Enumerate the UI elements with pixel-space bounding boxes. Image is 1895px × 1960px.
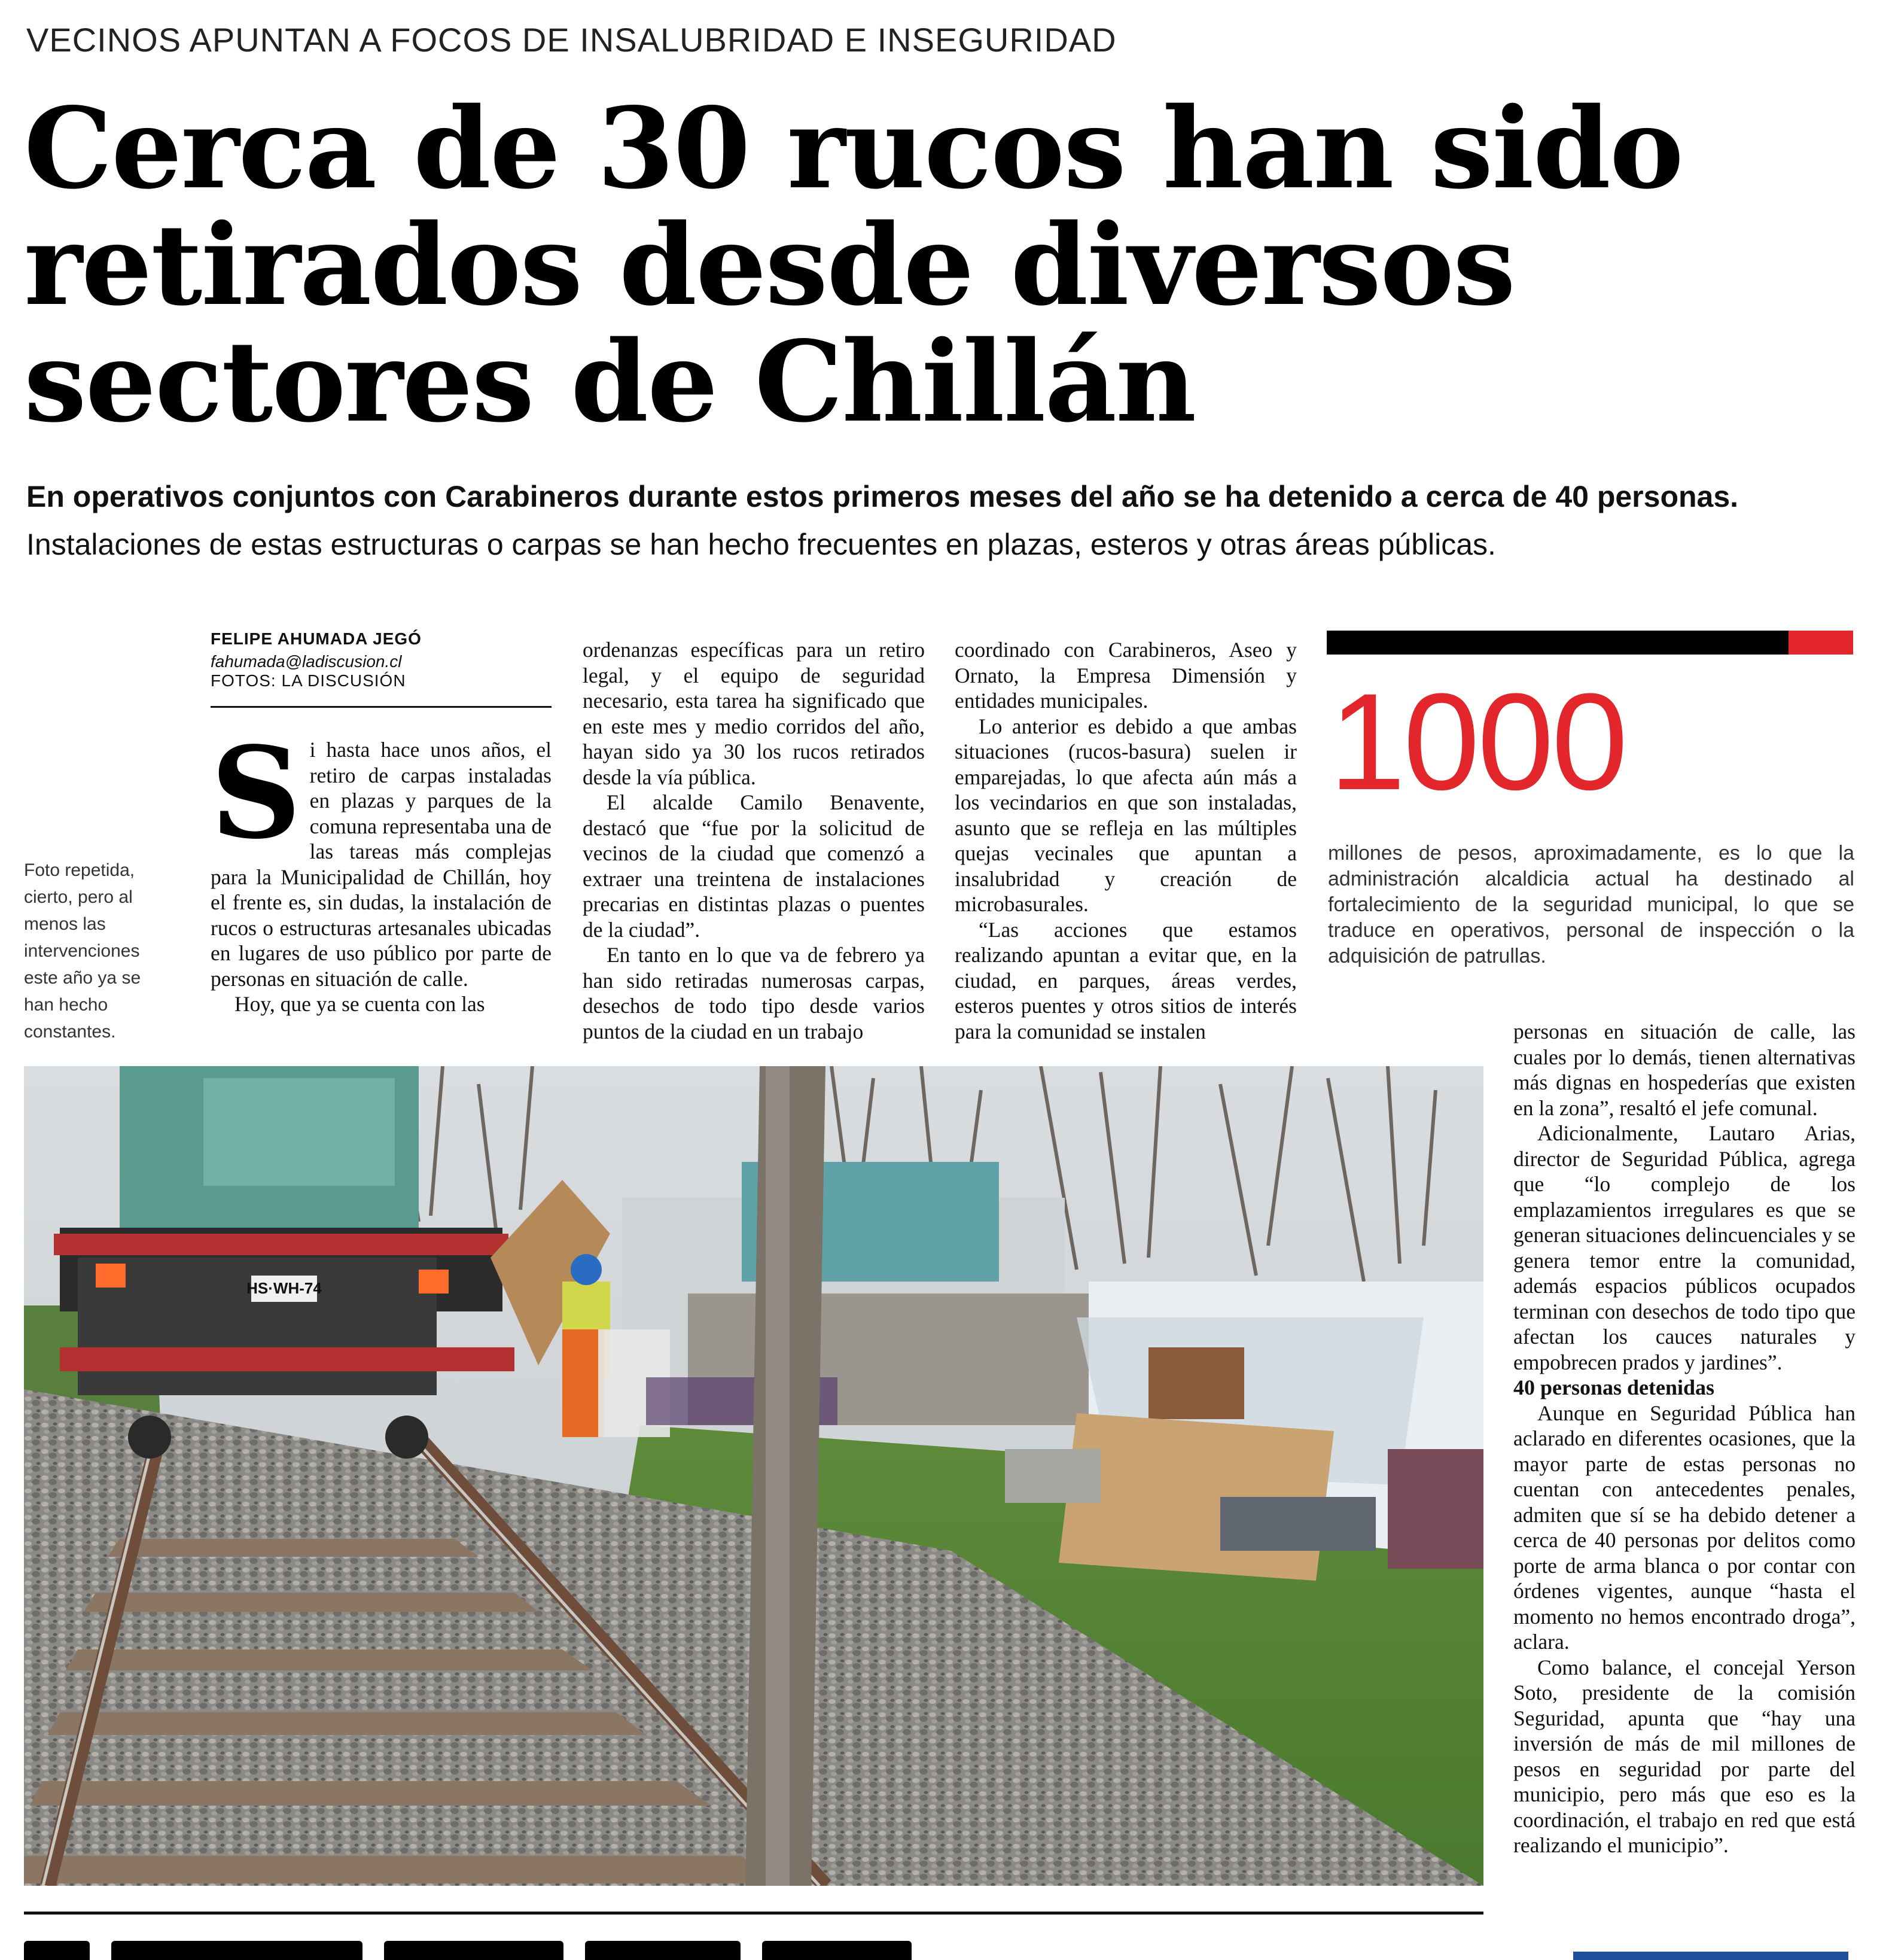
body-paragraph: personas en situación de calle, las cuales por lo demás, tienen alternativas más dignas en hospederías que existen en la zona”, resaltó el jefe comunal. (1513, 1019, 1856, 1120)
photo-caption: Foto repetida, cierto, pero al menos las intervenciones este año ya se han hecho constantes. (24, 860, 141, 1042)
body-paragraph: ordenanzas específicas para un retiro legal, y el equipo de seguridad necesario, esta tarea ha significado que en este mes y medio corridos del año, hayan sido ya 30 los rucos retirados desde la vía pública. (583, 638, 925, 789)
next-headline-cropped (24, 1931, 1460, 1960)
body-paragraph: Hoy, que ya se cuenta con las (234, 992, 485, 1016)
headline-line-1: Cerca de 30 rucos han sido (24, 83, 1683, 214)
cropped-glyph (111, 1941, 362, 1960)
body-column-3 (955, 637, 1297, 1044)
truck-plate: HS·WH-74 (246, 1279, 322, 1297)
cropped-glyph (24, 1941, 90, 1960)
stat-description: millones de pesos, aproximadamente, es lo que la administración alcaldicia actual ha destinado al fortalecimiento de la seguridad municipal, lo que se traduce en operativos, personal de inspección o la adquisición de patrullas. (1328, 842, 1854, 967)
kicker: VECINOS APUNTAN A FOCOS DE INSALUBRIDAD E INSEGURIDAD (26, 21, 1117, 59)
cropped-glyph (585, 1941, 741, 1960)
byline-email[interactable]: fahumada@ladiscusion.cl (211, 652, 402, 671)
body-paragraph: Como balance, el concejal Yerson Soto, presidente de la comisión Seguridad, apunta que “hay una inversión de más de mil millones de pesos en seguridad por parte del municipio, pero más que eso es la coordinación, el trabajo en red que está realizando el municipio”. (1513, 1655, 1856, 1857)
body-paragraph: coordinado con Carabineros, Aseo y Ornato, la Empresa Dimensión y entidades municipales. (955, 638, 1297, 713)
byline-photos-credit: FOTOS: LA DISCUSIÓN (211, 671, 406, 690)
stat-number: 1000 (1329, 665, 1626, 818)
headline-line-2: retirados desde diversos (24, 199, 1515, 330)
byline-author: FELIPE AHUMADA JEGÓ (211, 629, 422, 648)
news-photo (24, 1066, 1483, 1886)
cropped-glyph (762, 1941, 912, 1960)
body-paragraph: i hasta hace unos años, el retiro de carpas instaladas en plazas y parques de la comuna representaba una de las tareas más complejas para la Municipalidad de Chillán, hoy el frente es, sin dudas, la instalación de rucos o estructuras artesanales ubicadas en lugares de uso público por parte de personas en situación de calle. (211, 738, 552, 991)
body-paragraph: Adicionalmente, Lautaro Arias, director de Seguridad Pública, agrega que “lo complejo de los emplazamientos irregulares es que se generan situaciones delincuenciales y se genera temor entre la comunidad, además espacios públicos ocupados terminan con desechos de todo tipo que afectan los cauces naturales y empobrecen prados y jardines”. (1513, 1121, 1856, 1374)
byline-divider (211, 706, 552, 708)
drop-cap: S (211, 719, 301, 867)
stat-bar-red (1789, 631, 1853, 655)
cropped-glyph (384, 1941, 563, 1960)
body-paragraph: “Las acciones que estamos realizando apuntan a evitar que, en la ciudad, en parques, áreas verdes, esteros puentes y otros sitios de interés para la comunidad se instalen (955, 917, 1297, 1043)
body-column-2 (583, 637, 925, 1044)
blue-tab (1573, 1952, 1848, 1960)
body-column-4 (1513, 1019, 1856, 1858)
bottom-divider (24, 1912, 1483, 1915)
deck (26, 473, 1857, 568)
photo-railway-scene (24, 1066, 1483, 1886)
stat-bar-black (1327, 631, 1789, 655)
body-column-1 (211, 719, 552, 1017)
subheading: 40 personas detenidas (1513, 1375, 1715, 1399)
byline (211, 629, 552, 690)
body-paragraph: Lo anterior es debido a que ambas situaciones (rucos-basura) suelen ir emparejadas, lo que afecta aún más a los vecindarios en que son instaladas, asunto que se refleja en las múltiples quejas vecinales que apuntan a insalubridad y creación de microbasurales. (955, 714, 1297, 916)
body-paragraph: El alcalde Camilo Benavente, destacó que “fue por la solicitud de vecinos de la ciudad que comenzó a extraer una treintena de instalaciones precarias en distintas plazas o puentes de la ciudad”. (583, 790, 925, 942)
headline (24, 83, 1683, 447)
headline-line-3: sectores de Chillán (24, 316, 1196, 447)
deck-bold: En operativos conjuntos con Carabineros durante estos primeros meses del año se ha detenido a cerca de 40 personas. (26, 480, 1739, 513)
body-paragraph: En tanto en lo que va de febrero ya han sido retiradas numerosas carpas, desechos de todo tipo desde varios puntos de la ciudad en un trabajo (583, 943, 925, 1043)
body-paragraph: Aunque en Seguridad Pública han aclarado en diferentes ocasiones, que la mayor parte de estas personas no cuentan con antecedentes penales, admiten que sí se ha debido detener a cerca de 40 personas por delitos como porte de arma blanca o por contar con órdenes vigentes, aunque “hasta el momento no hemos encontrado droga”, aclara. (1513, 1401, 1856, 1654)
deck-regular: Instalaciones de estas estructuras o carpas se han hecho frecuentes en plazas, esteros y otras áreas públicas. (26, 528, 1496, 561)
